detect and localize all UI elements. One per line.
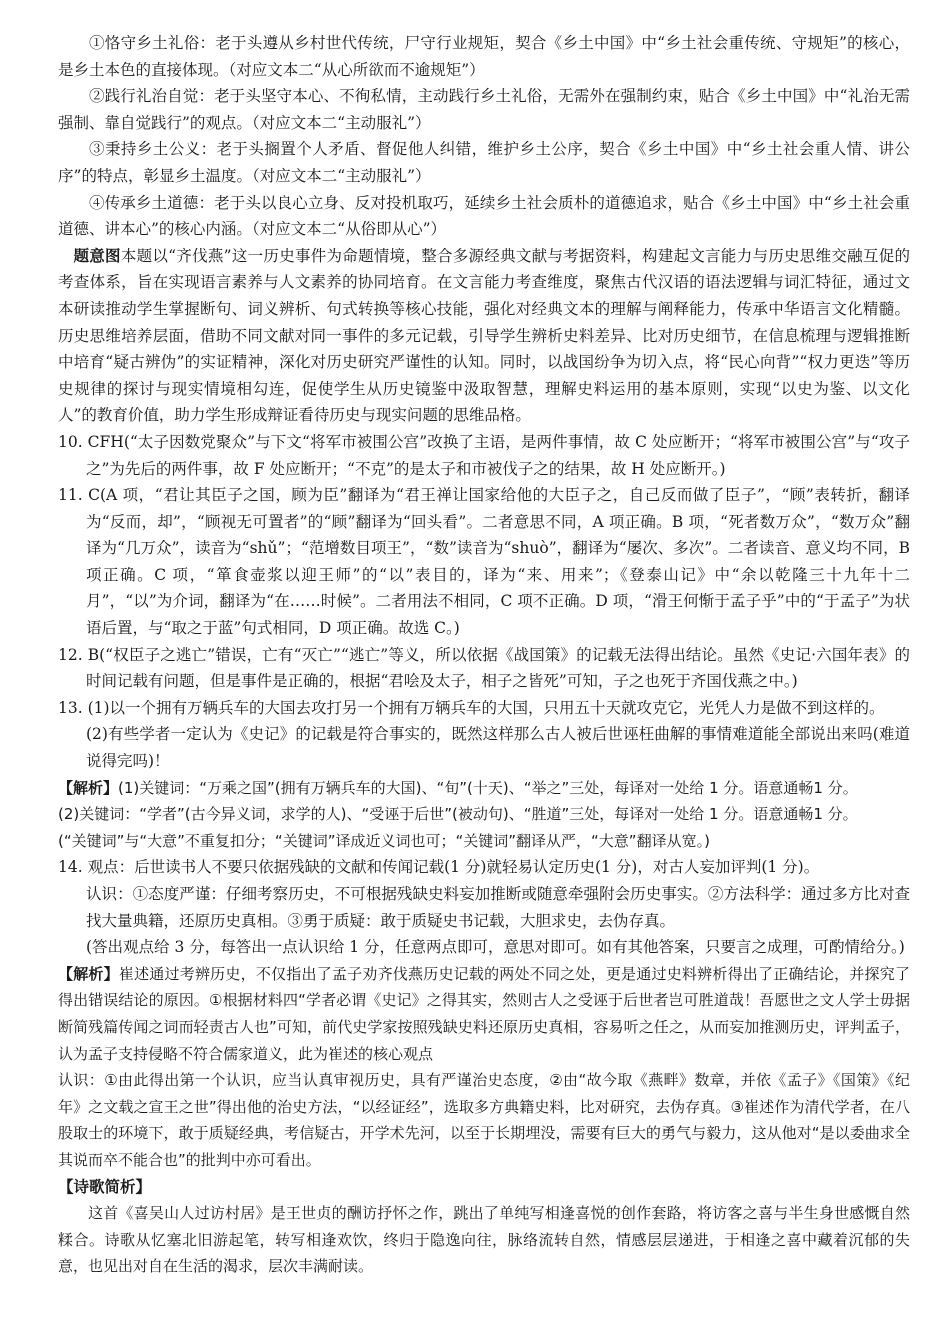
answer-14-scoring: (答出观点给 3 分，每答出一点认识给 1 分，任意两点即可，意思对即可。如有其他答案，只要言之成理，可酌情给分。): [86, 938, 905, 957]
answer-14: 14. 观点：后世读书人不要只依据残缺的文献和传闻记载(1 分)就轻易认定历史(1 分)，对古人妄加评判(1 分)。: [58, 858, 820, 877]
analysis-label: 【解析】: [58, 964, 119, 983]
answer-14-understanding: 认识：①态度严谨：仔细考察历史，不可根据残缺史料妄加推断或随意牵强附会历史事实。②方法科学：通过多方比对查找大量典籍，还原历史真相。③勇于质疑：敢于质疑史书记载，大胆求史，去伪存真。: [86, 885, 910, 930]
analysis-13: 【解析】(1)关键词：“万乘之国”(拥有万辆兵车的大国)、“旬”(十天)、“举之”三处，每译对一处给 1 分。语意通畅1 分。: [58, 778, 858, 797]
point-paragraph-3: ③秉持乡土公义：老于头搁置个人矛盾、督促他人纠错，维护乡土公序，契合《乡土中国》中“乡土社会重人情、讲公序”的特点，彰显乡土温度。（对应文本二“主动服礼”）: [58, 140, 910, 185]
analysis-13-part-2: (2)关键词：“学者”(古今异义词，求学的人)、“受诬于后世”(被动句)、“胜道”三处，每译对一处给 1 分。语意通畅1 分。: [58, 805, 858, 824]
page-content: [58, 30, 910, 1280]
answer-12: 12. B(“权臣子之逃亡”错误，亡有“灭亡”“逃亡”等义，所以依据《战国策》的记载无法得出结论。虽然《史记·六国年表》的时间记载有问题，但是事件是正确的，根据“君哙及太子，相子之皆死”可知，子之也死于齐国伐燕之中。): [58, 645, 910, 691]
answer-11: 11. C(A 项，“君让其臣子之国，顾为臣”翻译为“君王禅让国家给他的大臣子之，自己反而做了臣子”，“顾”表转折，翻译为“反而，却”，“顾视无可置者”的“顾”翻译为“回头看”。二者意思不同，A 项正确。B 项，“死者数万众”，“数万众”翻译为“几万众”，读音为“shǔ”；“范增数目项王”，“数”读音为“shuò”，翻译为“屡次、多次”。二者读音、意义均不同，B 项正确。C 项，“箪食壶浆以迎王师”的“以”表目的，译为“来、用来”；《登泰山记》中“余以乾隆三十九年十二月”，“以”为介词，翻译为“在……时候”。二者用法不相同，C 项不正确。D 项，“滑王何惭于孟子乎”中的“于孟子”为状语后置，与“取之于蓝”句式相同，D 项正确。故选 C。): [58, 486, 910, 638]
intent-label: 题意图: [73, 245, 121, 265]
analysis-14-understanding: 认识：①由此得出第一个认识，应当认真审视历史，具有严谨治史态度，②由“故今取《燕畔》数章，并依《孟子》《国策》《纪年》之文载之宣王之世”得出他的治史方法，“以经证经”，选取多方典籍史料，比对研究，去伪存真。③崔述作为清代学者，在八股取士的环境下，敢于质疑经典，考信疑古，开学术先河，以至于长期埋没，需要有巨大的勇气与毅力，这从他对“是以委曲求全其说而卒不能合也”的批判中亦可看出。: [58, 1071, 910, 1169]
analysis-13-note: (“关键词”与“大意”不重复扣分；“关键词”译成近义词也可；“关键词”翻译从严，“大意”翻译从宽。): [58, 831, 710, 850]
answer-13-part-2: (2)有些学者一定认为《史记》的记载是符合事实的，既然这样那么古人被后世诬枉曲解的事情难道能全部说出来吗(难道说得完吗)！: [86, 725, 910, 771]
answer-13: 13. (1)以一个拥有万辆兵车的大国去攻打另一个拥有万辆兵车的大国，只用五十天就攻克它，光凭人力是做不到这样的。: [58, 698, 885, 717]
intent-paragraph: 题意图本题以“齐伐燕”这一历史事件为命题情境，整合多源经典文献与考据资料，构建起文言能力与历史思维交融互促的考查体系，旨在实现语言素养与人文素养的协同培育。在文言能力考查维度，聚焦古代汉语的语法逻辑与词汇特征，通过文本研读推动学生掌握断句、词义辨析、句式转换等核心技能，强化对经典文本的理解与阐释能力，传承中华语言文化精髓。历史思维培养层面，借助不同文献对同一事件的多元记载，引导学生辨析史料差异、比对历史细节，在信息梳理与逻辑推断中培育“疑古辨伪”的实证精神，深化对历史研究严谨性的认知。同时，以战国纷争为切入点，将“民心向背”“权力更迭”等历史规律的探讨与现实情境相勾连，促使学生从历史镜鉴中汲取智慧，理解史料运用的基本原则，实现“以史为鉴、以文化人”的教育价值，助力学生形成辩证看待历史与现实问题的思维品格。: [58, 245, 910, 425]
analysis-label: 【解析】: [58, 778, 119, 797]
point-paragraph-2: ②践行礼治自觉：老于头坚守本心、不徇私情，主动践行乡土礼俗，无需外在强制约束，贴合《乡土中国》中“礼治无需强制、靠自觉践行”的观点。（对应文本二“主动服礼”）: [58, 87, 910, 132]
point-paragraph-4: ④传承乡土道德：老于头以良心立身、反对投机取巧，延续乡土社会质朴的道德追求，贴合《乡土中国》中“乡土社会重道德、讲本心”的核心内涵。（对应文本二“从俗即从心”）: [58, 193, 910, 239]
poem-analysis: 这首《喜吴山人过访村居》是王世贞的酬访抒怀之作，跳出了单纯写相逢喜悦的创作套路，将访客之喜与半生身世感慨自然糅合。诗歌从忆塞北旧游起笔，转写相逢欢饮，终归于隐逸向往，脉络流转自然，情感层层递进，于相逢之喜中藏着沉郁的失意，也见出对自在生活的渴求，层次丰满耐读。: [58, 1204, 910, 1276]
answer-10: 10. CFH(“太子因数党聚众”与下文“将军市被围公宫”改换了主语，是两件事情，故 C 处应断开；“将军市被围公宫”与“攻子之”为先后的两件事，故 F 处应断开；“不克”的是太子和市被伐子之的结果，故 H 处应断开。): [58, 432, 910, 478]
analysis-14: 【解析】崔述通过考辨历史，不仅指出了孟子劝齐伐燕历史记载的两处不同之处，更是通过史料辨析得出了正确结论，并探究了得出错误结论的原因。①根据材料四“学者必谓《史记》之得其实，然则古人之受诬于后世者岂可胜道哉！吾愿世之文人学士毋据断简残篇传闻之词而轻责古人也”可知，前代史学家按照残缺史料还原历史真相，容易听之任之，从而妄加推测历史，评判孟子，认为孟子支持侵略不符合儒家道义，此为崔述的核心观点: [58, 964, 910, 1063]
poem-analysis-heading: 【诗歌简析】: [58, 1176, 152, 1196]
point-paragraph-1: ①恪守乡土礼俗：老于头遵从乡村世代传统，尸守行业规矩，契合《乡土中国》中“乡土社会重传统、守规矩”的核心，是乡土本色的直接体现。（对应文本二“从心所欲而不逾规矩”）: [58, 34, 910, 79]
